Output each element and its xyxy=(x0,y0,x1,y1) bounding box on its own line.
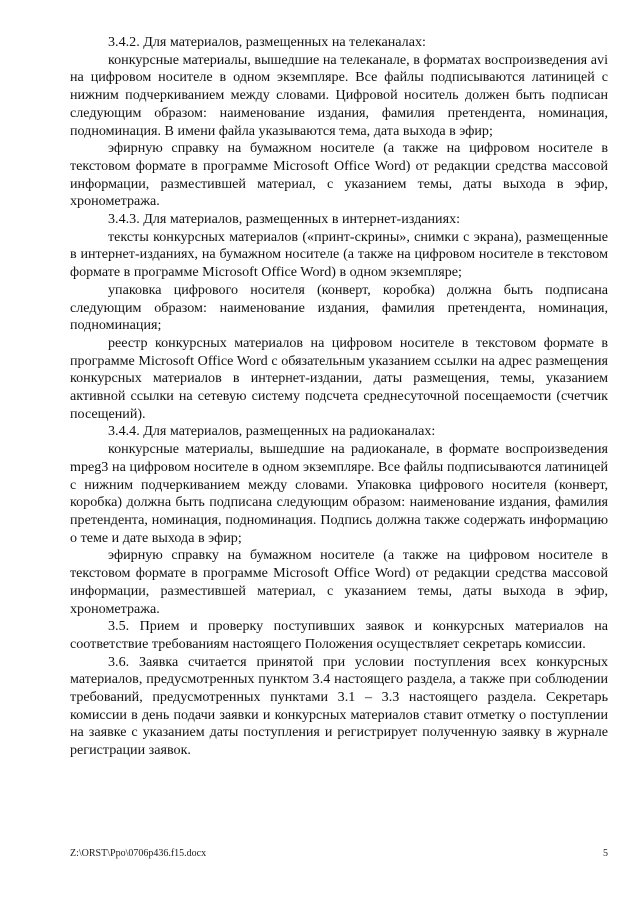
subsection-heading-radio: 3.4.4. Для материалов, размещенных на радиоканалах: xyxy=(108,423,436,440)
paragraph-tv-broadcast-certificate: эфирную справку на бумажном носителе (а также на цифровом носителе в текстовом формате в программе Microsoft Office Word) от редакции средства массовой информации, разместившей материал, с указанием темы, даты выхода в эфир, хронометража. xyxy=(70,140,608,210)
subsection-heading-internet: 3.4.3. Для материалов, размещенных в интернет-изданиях: xyxy=(108,211,461,228)
paragraph-radio-broadcast-certificate: эфирную справку на бумажном носителе (а также на цифровом носителе в текстовом формате в программе Microsoft Office Word) от редакции средства массовой информации, разместившей материал, с указанием темы, даты выхода в эфир, хронометража. xyxy=(70,547,608,617)
paragraph-internet-texts: тексты конкурсных материалов («принт-скрины», снимки с экрана), размещенные в интернет-изданиях, на бумажном носителе (а также на цифровом носителе в текстовом формате в программе Microsoft Office Word) в одном экземпляре; xyxy=(70,228,608,281)
paragraph-radio-materials: конкурсные материалы, вышедшие на радиоканале, в формате воспроизведения mpeg3 на цифровом носителе в одном экземпляре. Все файлы подписываются латиницей с нижним подчеркиванием между словами. Упаковка цифрового носителя (конверт, коробка) должна быть подписана следующим образом: наименование издания, фамилия претендента, номинация, подноминация. Подпись должна также содержать информацию о теме и дате выхода в эфир; xyxy=(70,441,608,546)
paragraph-internet-packaging: упаковка цифрового носителя (конверт, коробка) должна быть подписана следующим образом: наименование издания, фамилия претендента, номинация, подноминация; xyxy=(70,281,608,334)
clause-3-5: 3.5. Прием и проверку поступивших заявок и конкурсных материалов на соответствие требованиям настоящего Положения осуществляет секретарь комиссии. xyxy=(70,618,608,652)
paragraph-tv-materials: конкурсные материалы, вышедшие на телеканале, в форматах воспроизведения avi на цифровом носителе в одном экземпляре. Все файлы подписываются латиницей с нижним подчеркиванием между словами. Цифровой носитель должен быть подписан следующим образом: наименование издания, фамилия претендента, номинация, подноминация. В имени файла указываются тема, дата выхода в эфир; xyxy=(70,51,608,139)
paragraph-internet-registry: реестр конкурсных материалов на цифровом носителе в текстовом формате в программе Microsoft Office Word с обязательным указанием ссылки на адрес размещения конкурсных материалов в интернет-издании, даты размещения, темы, указанием активной ссылки на сетевую систему подсчета среднесуточной посещаемости (счетчик посещений). xyxy=(70,334,608,422)
subsection-heading-tv: 3.4.2. Для материалов, размещенных на телеканалах: xyxy=(108,34,426,50)
clause-3-6: 3.6. Заявка считается принятой при условии поступления всех конкурсных материалов, предусмотренных пунктом 3.4 настоящего раздела, а также при соблюдении требований, предусмотренных пунктами 3.1 – 3.3 настоящего раздела. Секретарь комиссии в день подачи заявки и конкурсных материалов ставит отметку о поступлении на заявке с указанием даты поступления и регистрирует полученную заявку в журнале регистрации заявок. xyxy=(70,653,608,759)
document-body xyxy=(70,34,608,760)
footer-file-path: Z:\ORST\Ppo\0706p436.f15.docx xyxy=(70,848,207,859)
page-number: 5 xyxy=(603,848,608,859)
